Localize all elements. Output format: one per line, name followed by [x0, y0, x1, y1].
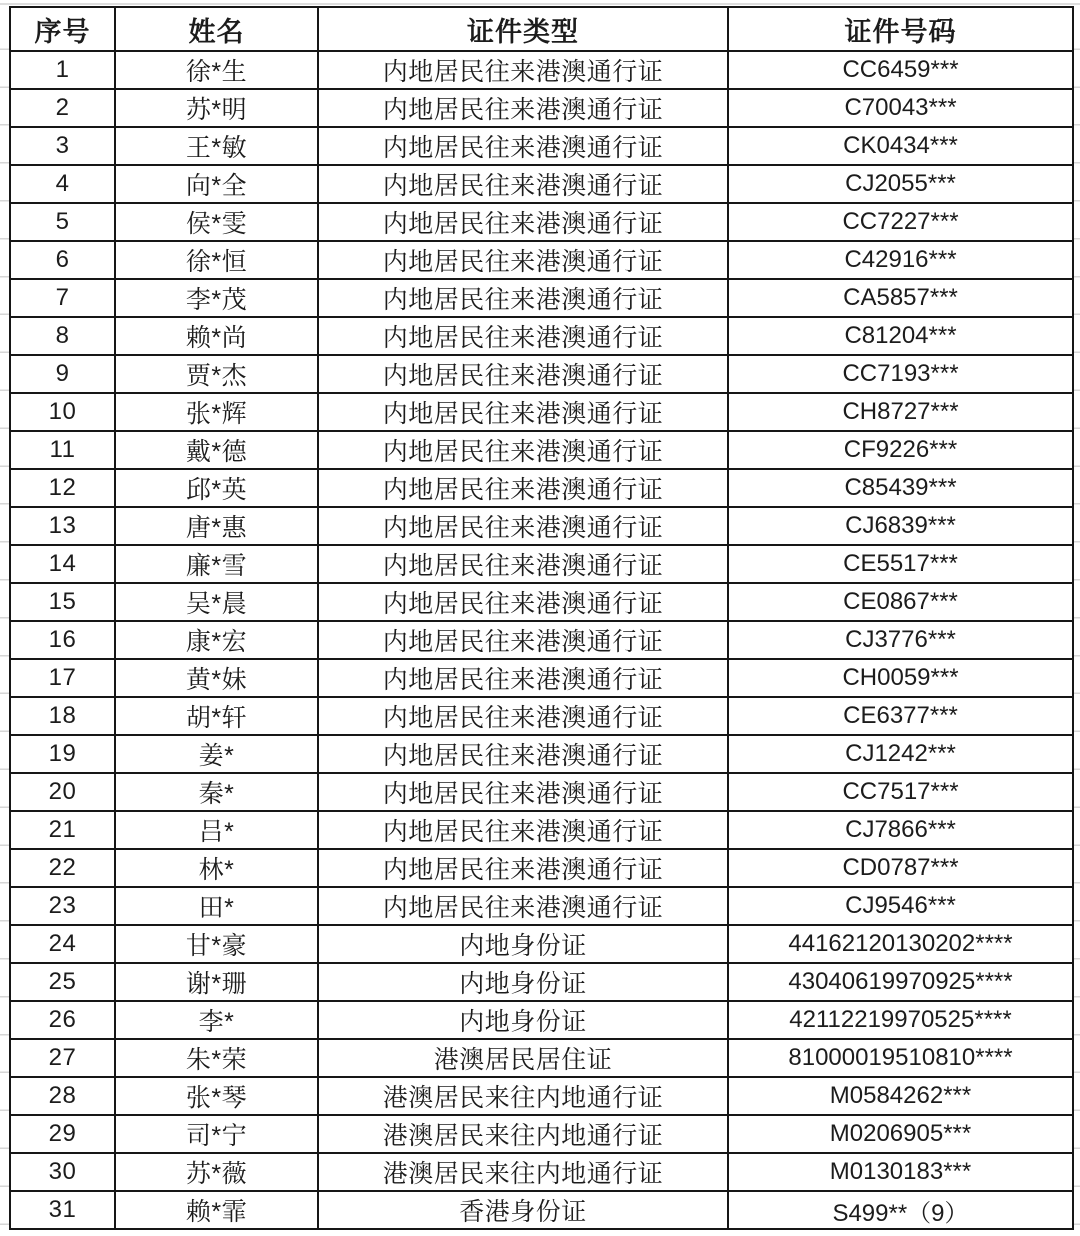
table-row: [10, 507, 1073, 545]
cell-type: 内地居民往来港澳通行证: [318, 127, 728, 165]
cell-index: 5: [10, 203, 115, 241]
spreadsheet-gridline-gutter-right: [1073, 0, 1080, 1236]
cell-index: 19: [10, 735, 115, 773]
cell-name: 司*宁: [115, 1115, 318, 1153]
cell-number: CA5857***: [728, 279, 1073, 317]
table-row: [10, 165, 1073, 203]
cell-number: CE0867***: [728, 583, 1073, 621]
col-header-name: 姓名: [115, 7, 318, 51]
cell-index: 1: [10, 51, 115, 89]
cell-type: 内地居民往来港澳通行证: [318, 811, 728, 849]
cell-name: 徐*恒: [115, 241, 318, 279]
cell-type: 内地居民往来港澳通行证: [318, 621, 728, 659]
cell-index: 20: [10, 773, 115, 811]
table-row: [10, 469, 1073, 507]
cell-index: 2: [10, 89, 115, 127]
cell-type: 港澳居民来往内地通行证: [318, 1077, 728, 1115]
table-row: [10, 89, 1073, 127]
table-row: [10, 127, 1073, 165]
cell-number: CH0059***: [728, 659, 1073, 697]
cell-name: 吕*: [115, 811, 318, 849]
cell-type: 内地身份证: [318, 1001, 728, 1039]
cell-number: CH8727***: [728, 393, 1073, 431]
cell-index: 12: [10, 469, 115, 507]
cell-number: CF9226***: [728, 431, 1073, 469]
cell-type: 内地居民往来港澳通行证: [318, 849, 728, 887]
cell-name: 吴*晨: [115, 583, 318, 621]
table-row: [10, 849, 1073, 887]
cell-type: 内地居民往来港澳通行证: [318, 583, 728, 621]
cell-name: 秦*: [115, 773, 318, 811]
cell-type: 内地居民往来港澳通行证: [318, 507, 728, 545]
cell-name: 苏*明: [115, 89, 318, 127]
table-row: [10, 279, 1073, 317]
cell-name: 李*茂: [115, 279, 318, 317]
cell-type: 内地居民往来港澳通行证: [318, 773, 728, 811]
col-header-index: 序号: [10, 7, 115, 51]
cell-number: C85439***: [728, 469, 1073, 507]
cell-index: 3: [10, 127, 115, 165]
cell-type: 内地身份证: [318, 925, 728, 963]
cell-name: 甘*豪: [115, 925, 318, 963]
cell-number: C42916***: [728, 241, 1073, 279]
cell-number: CE6377***: [728, 697, 1073, 735]
cell-index: 21: [10, 811, 115, 849]
cell-index: 27: [10, 1039, 115, 1077]
cell-name: 朱*荣: [115, 1039, 318, 1077]
table-row: [10, 887, 1073, 925]
cell-name: 贾*杰: [115, 355, 318, 393]
cell-index: 28: [10, 1077, 115, 1115]
cell-type: 港澳居民来往内地通行证: [318, 1115, 728, 1153]
cell-type: 香港身份证: [318, 1191, 728, 1229]
cell-number: CC7227***: [728, 203, 1073, 241]
cell-name: 田*: [115, 887, 318, 925]
cell-name: 侯*雯: [115, 203, 318, 241]
cell-type: 内地居民往来港澳通行证: [318, 241, 728, 279]
cell-type: 内地居民往来港澳通行证: [318, 659, 728, 697]
cell-name: 黄*妹: [115, 659, 318, 697]
cell-type: 港澳居民来往内地通行证: [318, 1153, 728, 1191]
cell-type: 内地居民往来港澳通行证: [318, 279, 728, 317]
cell-type: 内地居民往来港澳通行证: [318, 431, 728, 469]
cell-index: 7: [10, 279, 115, 317]
cell-number: CD0787***: [728, 849, 1073, 887]
table-row: [10, 1077, 1073, 1115]
cell-number: CJ3776***: [728, 621, 1073, 659]
table-header: [10, 7, 1073, 51]
cell-index: 29: [10, 1115, 115, 1153]
table-row: [10, 51, 1073, 89]
table-row: [10, 735, 1073, 773]
cell-number: CC6459***: [728, 51, 1073, 89]
cell-name: 向*全: [115, 165, 318, 203]
cell-name: 唐*惠: [115, 507, 318, 545]
col-header-type: 证件类型: [318, 7, 728, 51]
table-row: [10, 773, 1073, 811]
cell-type: 内地居民往来港澳通行证: [318, 203, 728, 241]
cell-number: M0130183***: [728, 1153, 1073, 1191]
cell-index: 8: [10, 317, 115, 355]
table-row: [10, 241, 1073, 279]
cell-number: S499**（9）: [728, 1191, 1073, 1229]
table-row: [10, 963, 1073, 1001]
cell-type: 内地居民往来港澳通行证: [318, 165, 728, 203]
table-row: [10, 659, 1073, 697]
cell-number: 44162120130202****: [728, 925, 1073, 963]
cell-type: 内地居民往来港澳通行证: [318, 355, 728, 393]
cell-number: M0584262***: [728, 1077, 1073, 1115]
cell-index: 23: [10, 887, 115, 925]
cell-name: 王*敏: [115, 127, 318, 165]
cell-type: 内地居民往来港澳通行证: [318, 469, 728, 507]
cell-number: M0206905***: [728, 1115, 1073, 1153]
cell-index: 10: [10, 393, 115, 431]
table-row: [10, 203, 1073, 241]
cell-index: 31: [10, 1191, 115, 1229]
table-row: [10, 355, 1073, 393]
cell-type: 港澳居民居住证: [318, 1039, 728, 1077]
cell-type: 内地居民往来港澳通行证: [318, 887, 728, 925]
cell-type: 内地居民往来港澳通行证: [318, 393, 728, 431]
cell-name: 邱*英: [115, 469, 318, 507]
cell-name: 廉*雪: [115, 545, 318, 583]
cell-type: 内地居民往来港澳通行证: [318, 317, 728, 355]
cell-index: 11: [10, 431, 115, 469]
cell-type: 内地身份证: [318, 963, 728, 1001]
cell-index: 6: [10, 241, 115, 279]
table-row: [10, 1153, 1073, 1191]
cell-number: CJ6839***: [728, 507, 1073, 545]
table-row: [10, 697, 1073, 735]
table-row: [10, 393, 1073, 431]
cell-number: C70043***: [728, 89, 1073, 127]
cell-name: 苏*薇: [115, 1153, 318, 1191]
cell-number: CJ1242***: [728, 735, 1073, 773]
cell-index: 14: [10, 545, 115, 583]
cell-index: 4: [10, 165, 115, 203]
cell-name: 李*: [115, 1001, 318, 1039]
cell-index: 24: [10, 925, 115, 963]
cell-number: CJ2055***: [728, 165, 1073, 203]
id-document-table: [9, 6, 1074, 1230]
table-row: [10, 1039, 1073, 1077]
table-row: [10, 431, 1073, 469]
cell-name: 张*琴: [115, 1077, 318, 1115]
cell-number: 43040619970925****: [728, 963, 1073, 1001]
table-row: [10, 925, 1073, 963]
cell-number: CK0434***: [728, 127, 1073, 165]
cell-index: 9: [10, 355, 115, 393]
cell-type: 内地居民往来港澳通行证: [318, 697, 728, 735]
table-body: [10, 51, 1073, 1229]
cell-type: 内地居民往来港澳通行证: [318, 545, 728, 583]
table-row: [10, 621, 1073, 659]
cell-name: 谢*珊: [115, 963, 318, 1001]
spreadsheet-gridline-top: [0, 3, 1080, 5]
col-header-number: 证件号码: [728, 7, 1073, 51]
cell-name: 张*辉: [115, 393, 318, 431]
cell-number: CE5517***: [728, 545, 1073, 583]
cell-name: 徐*生: [115, 51, 318, 89]
cell-index: 22: [10, 849, 115, 887]
table-row: [10, 1115, 1073, 1153]
cell-name: 康*宏: [115, 621, 318, 659]
cell-index: 13: [10, 507, 115, 545]
cell-number: CJ7866***: [728, 811, 1073, 849]
cell-index: 25: [10, 963, 115, 1001]
cell-name: 林*: [115, 849, 318, 887]
cell-index: 18: [10, 697, 115, 735]
spreadsheet-gridline-gutter-left: [0, 0, 9, 1236]
cell-index: 17: [10, 659, 115, 697]
header-row: [10, 7, 1073, 51]
cell-name: 赖*尚: [115, 317, 318, 355]
cell-name: 胡*轩: [115, 697, 318, 735]
cell-number: CC7517***: [728, 773, 1073, 811]
table-row: [10, 811, 1073, 849]
cell-index: 26: [10, 1001, 115, 1039]
cell-name: 赖*霏: [115, 1191, 318, 1229]
cell-type: 内地居民往来港澳通行证: [318, 89, 728, 127]
table-row: [10, 583, 1073, 621]
cell-name: 戴*德: [115, 431, 318, 469]
cell-number: C81204***: [728, 317, 1073, 355]
table-row: [10, 1191, 1073, 1229]
cell-number: CJ9546***: [728, 887, 1073, 925]
cell-index: 30: [10, 1153, 115, 1191]
cell-name: 姜*: [115, 735, 318, 773]
cell-number: 42112219970525****: [728, 1001, 1073, 1039]
cell-index: 16: [10, 621, 115, 659]
cell-type: 内地居民往来港澳通行证: [318, 51, 728, 89]
cell-index: 15: [10, 583, 115, 621]
table-row: [10, 1001, 1073, 1039]
table-row: [10, 317, 1073, 355]
table-row: [10, 545, 1073, 583]
cell-number: 81000019510810****: [728, 1039, 1073, 1077]
cell-number: CC7193***: [728, 355, 1073, 393]
cell-type: 内地居民往来港澳通行证: [318, 735, 728, 773]
